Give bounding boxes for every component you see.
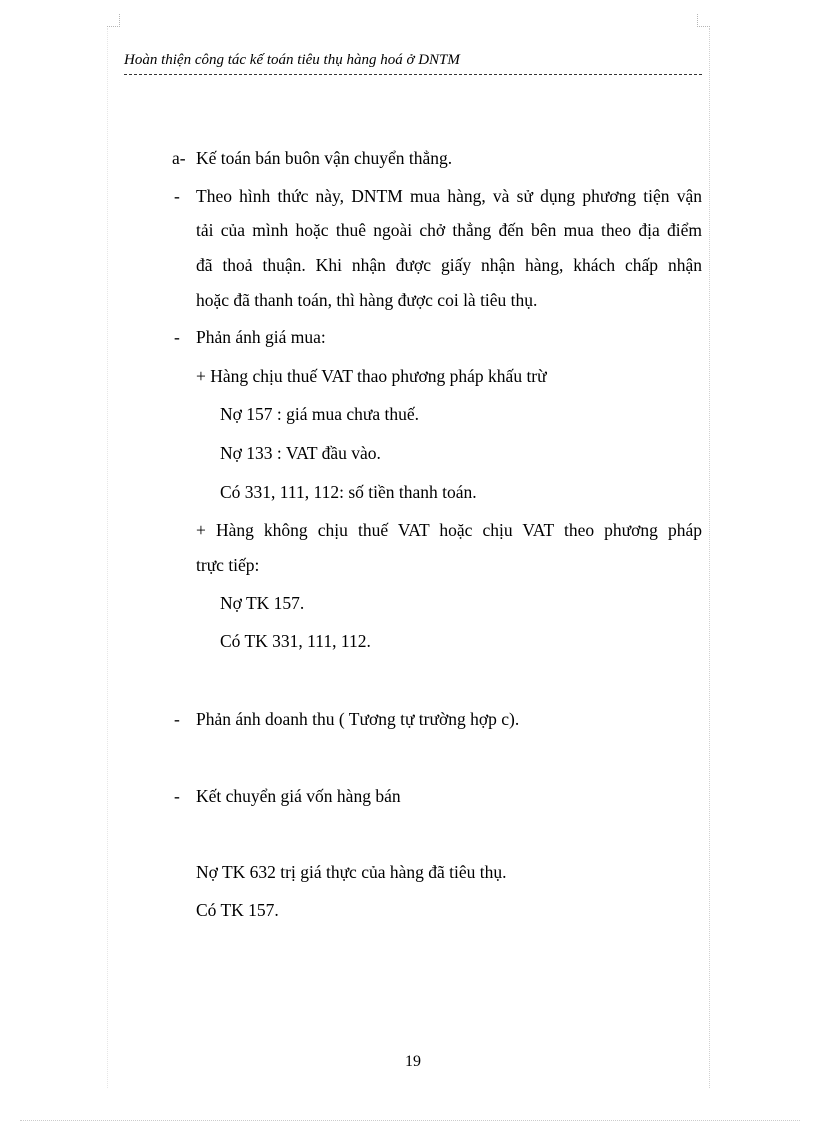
header-divider xyxy=(124,74,702,75)
vat-direct-heading-cont: trực tiếp: xyxy=(196,555,260,575)
section-marker: a- xyxy=(172,148,186,168)
list-item-purchase: Phản ánh giá mua: xyxy=(196,327,326,347)
list-item-cost: Kết chuyển giá vốn hàng bán xyxy=(196,786,401,806)
accounting-entry: Nợ TK 632 trị giá thực của hàng đã tiêu thụ. xyxy=(196,862,507,882)
crop-mark-top-right xyxy=(697,14,710,27)
bullet-dash: - xyxy=(174,786,180,806)
accounting-entry: Nợ 133 : VAT đầu vào. xyxy=(220,443,381,463)
page-bottom-guide xyxy=(20,1120,800,1121)
accounting-entry: Có 331, 111, 112: số tiền thanh toán. xyxy=(220,482,477,502)
accounting-entry: Nợ 157 : giá mua chưa thuế. xyxy=(220,404,420,424)
page-number: 19 xyxy=(405,1053,421,1070)
accounting-entry: Nợ TK 157. xyxy=(220,593,305,613)
paragraph-line: hoặc đã thanh toán, thì hàng được coi là tiêu thụ. xyxy=(196,290,538,310)
paragraph-line: Theo hình thức này, DNTM mua hàng, và sử dụng phương tiện vận xyxy=(196,186,702,206)
paragraph-line: đã thoả thuận. Khi nhận được giấy nhận hàng, khách chấp nhận xyxy=(196,255,702,275)
vat-direct-heading: + Hàng không chịu thuế VAT hoặc chịu VAT theo phương pháp xyxy=(196,520,702,540)
accounting-entry: Có TK 157. xyxy=(196,900,279,920)
bullet-dash: - xyxy=(174,327,180,347)
list-item-revenue: Phản ánh doanh thu ( Tương tự trường hợp c). xyxy=(196,709,520,729)
margin-guide-left xyxy=(107,28,108,1088)
crop-mark-top-left xyxy=(107,14,120,27)
section-title: Kế toán bán buôn vận chuyển thẳng. xyxy=(196,148,453,168)
vat-deductible-heading: + Hàng chịu thuế VAT thao phương pháp khấu trừ xyxy=(196,366,547,386)
running-header: Hoàn thiện công tác kế toán tiêu thụ hàng hoá ở DNTM xyxy=(124,52,460,68)
paragraph-line: tải của mình hoặc thuê ngoài chở thẳng đến bên mua theo địa điểm xyxy=(196,220,702,240)
bullet-dash: - xyxy=(174,709,180,729)
margin-guide-right xyxy=(709,28,710,1088)
accounting-entry: Có TK 331, 111, 112. xyxy=(220,631,371,651)
bullet-dash: - xyxy=(174,186,180,206)
